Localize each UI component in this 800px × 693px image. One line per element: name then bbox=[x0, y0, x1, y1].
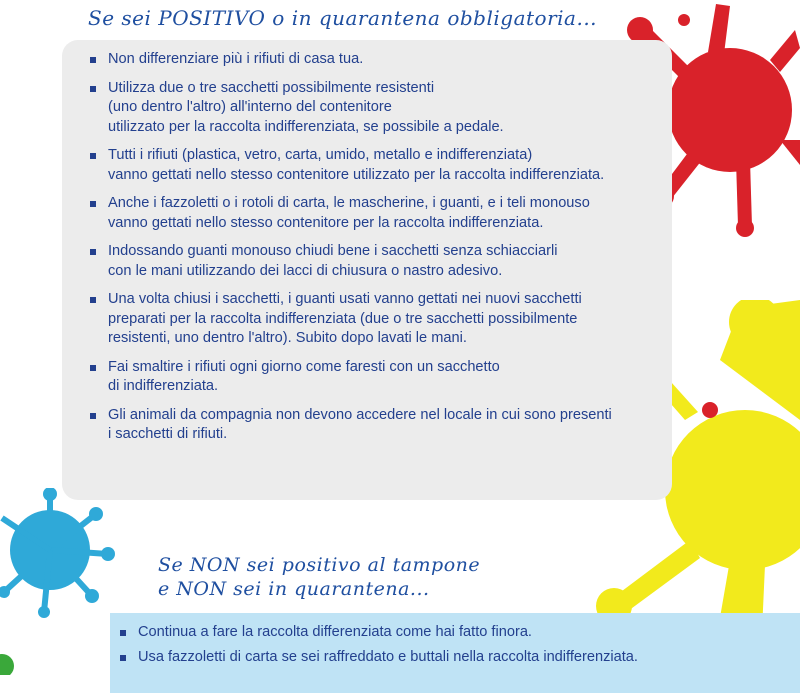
list-item: Gli animali da compagnia non devono accedere nel locale in cui sono presenti i sacchetti di rifiuti. bbox=[88, 406, 678, 445]
heading-negative bbox=[158, 553, 480, 601]
list-item: Usa fazzoletti di carta se sei raffreddato e buttali nella raccolta indifferenziata. bbox=[118, 648, 798, 667]
list-item: Utilizza due o tre sacchetti possibilmente resistenti (uno dentro l'altro) all'interno del contenitore utilizzato per la raccolta indifferenziata, se possibile a pedale. bbox=[88, 79, 678, 138]
list-item: Fai smaltire i rifiuti ogni giorno come faresti con un sacchetto di indifferenziata. bbox=[88, 358, 678, 397]
list-item: Una volta chiusi i sacchetti, i guanti usati vanno gettati nei nuovi sacchetti preparati per la raccolta indifferenziata (due o tre sacchetti possibilmente resistenti, uno dentro l'altro). Subito dopo lavati le mani. bbox=[88, 290, 678, 349]
cyan-virus-icon bbox=[0, 488, 120, 618]
list-item: Anche i fazzoletti o i rotoli di carta, le mascherine, i guanti, e i teli monouso vanno gettati nello stesso contenitore per la raccolta indifferenziata. bbox=[88, 194, 678, 233]
green-blob-icon bbox=[0, 650, 16, 675]
positive-list bbox=[88, 50, 678, 454]
list-item: Non differenziare più i rifiuti di casa tua. bbox=[88, 50, 678, 70]
negative-list bbox=[118, 623, 798, 673]
heading-negative-line2: e NON sei in quarantena... bbox=[158, 578, 430, 600]
list-item: Tutti i rifiuti (plastica, vetro, carta, umido, metallo e indifferenziata) vanno gettati nello stesso contenitore utilizzato per la raccolta indifferenziata. bbox=[88, 146, 678, 185]
list-item: Continua a fare la raccolta differenziata come hai fatto finora. bbox=[118, 623, 798, 642]
heading-negative-line1: Se NON sei positivo al tampone bbox=[158, 554, 481, 576]
list-item: Indossando guanti monouso chiudi bene i sacchetti senza schiacciarli con le mani utilizzando dei lacci di chiusura o nastro adesivo. bbox=[88, 242, 678, 281]
heading-positive: Se sei POSITIVO o in quarantena obbligatoria... bbox=[88, 6, 598, 30]
